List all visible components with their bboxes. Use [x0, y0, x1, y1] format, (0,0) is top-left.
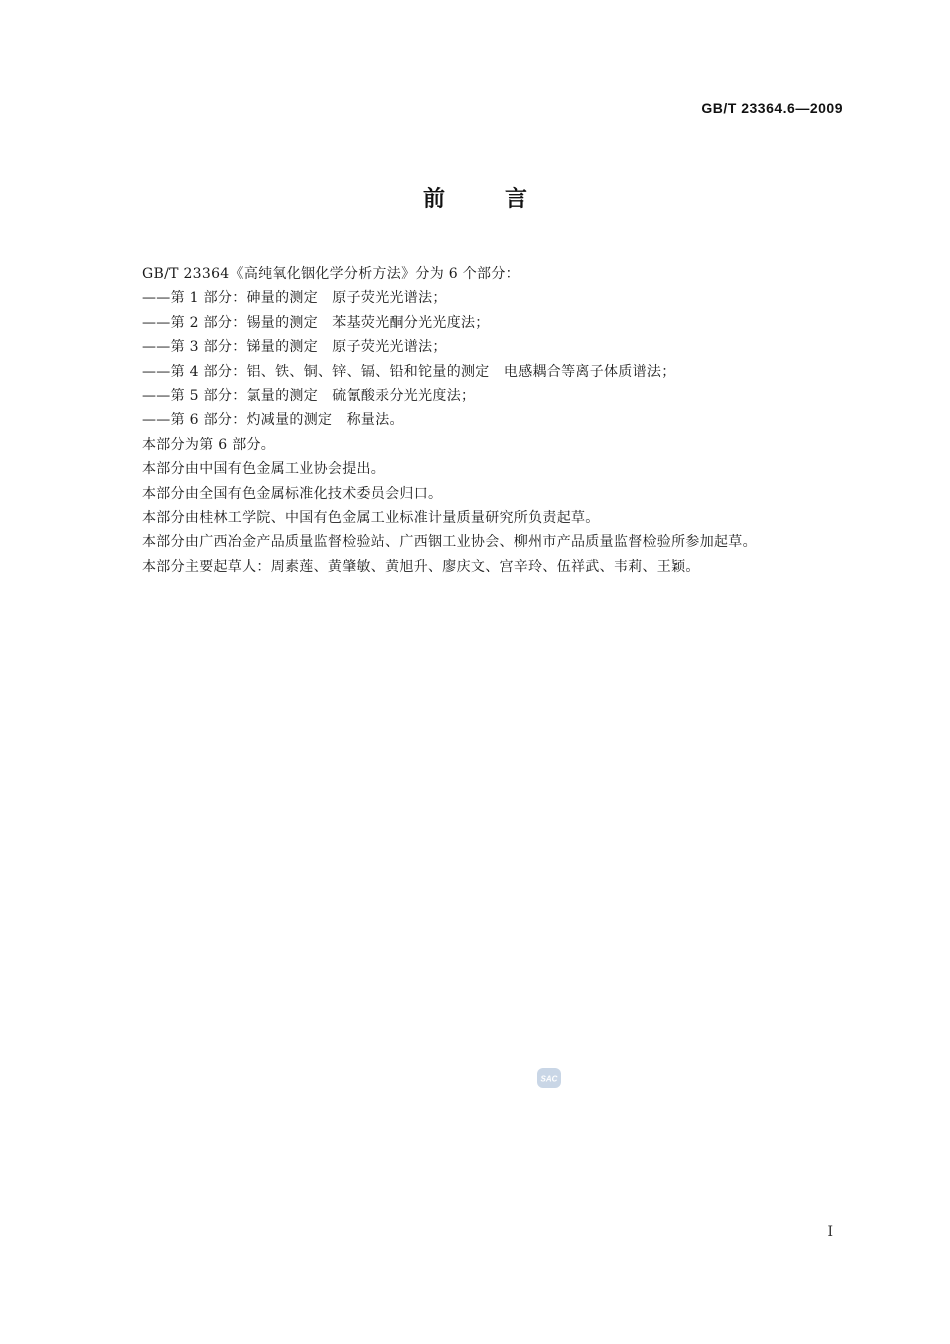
body-line: ——第 5 部分：氯量的测定 硫氰酸汞分光光度法； — [142, 387, 476, 404]
body-line: 本部分由广西冶金产品质量监督检验站、广西铟工业协会、柳州市产品质量监督检验所参加起草。 — [142, 534, 757, 551]
body-line: 本部分为第 6 部分。 — [142, 436, 276, 453]
body-line: ——第 4 部分：铝、铁、铜、锌、镉、铅和铊量的测定 电感耦合等离子体质谱法； — [142, 363, 676, 380]
sac-logo-text: SAC — [540, 1074, 558, 1084]
body-line: 本部分主要起草人：周素莲、黄肇敏、黄旭升、廖庆文、宫辛玲、伍祥武、韦莉、王颖。 — [142, 558, 700, 575]
body-line: ——第 2 部分：锡量的测定 苯基荧光酮分光光度法； — [142, 314, 490, 331]
body-line: 本部分由桂林工学院、中国有色金属工业标准计量质量研究所负责起草。 — [142, 509, 600, 526]
sac-logo-icon — [536, 1066, 562, 1090]
page-number: I — [827, 1224, 833, 1240]
body-line: 本部分由全国有色金属标准化技术委员会归口。 — [142, 485, 443, 502]
page-title: 前言 — [422, 187, 587, 212]
body-line: ——第 3 部分：锑量的测定 原子荧光光谱法； — [142, 339, 447, 356]
body-line: ——第 6 部分：灼减量的测定 称量法。 — [142, 412, 404, 429]
foreword-body — [142, 262, 862, 579]
body-line: ——第 1 部分：砷量的测定 原子荧光光谱法； — [142, 290, 447, 307]
standard-number: GB/T 23364.6—2009 — [701, 100, 843, 116]
body-line: GB/T 23364《高纯氧化铟化学分析方法》分为 6 个部分： — [142, 266, 520, 282]
body-line: 本部分由中国有色金属工业协会提出。 — [142, 461, 386, 478]
